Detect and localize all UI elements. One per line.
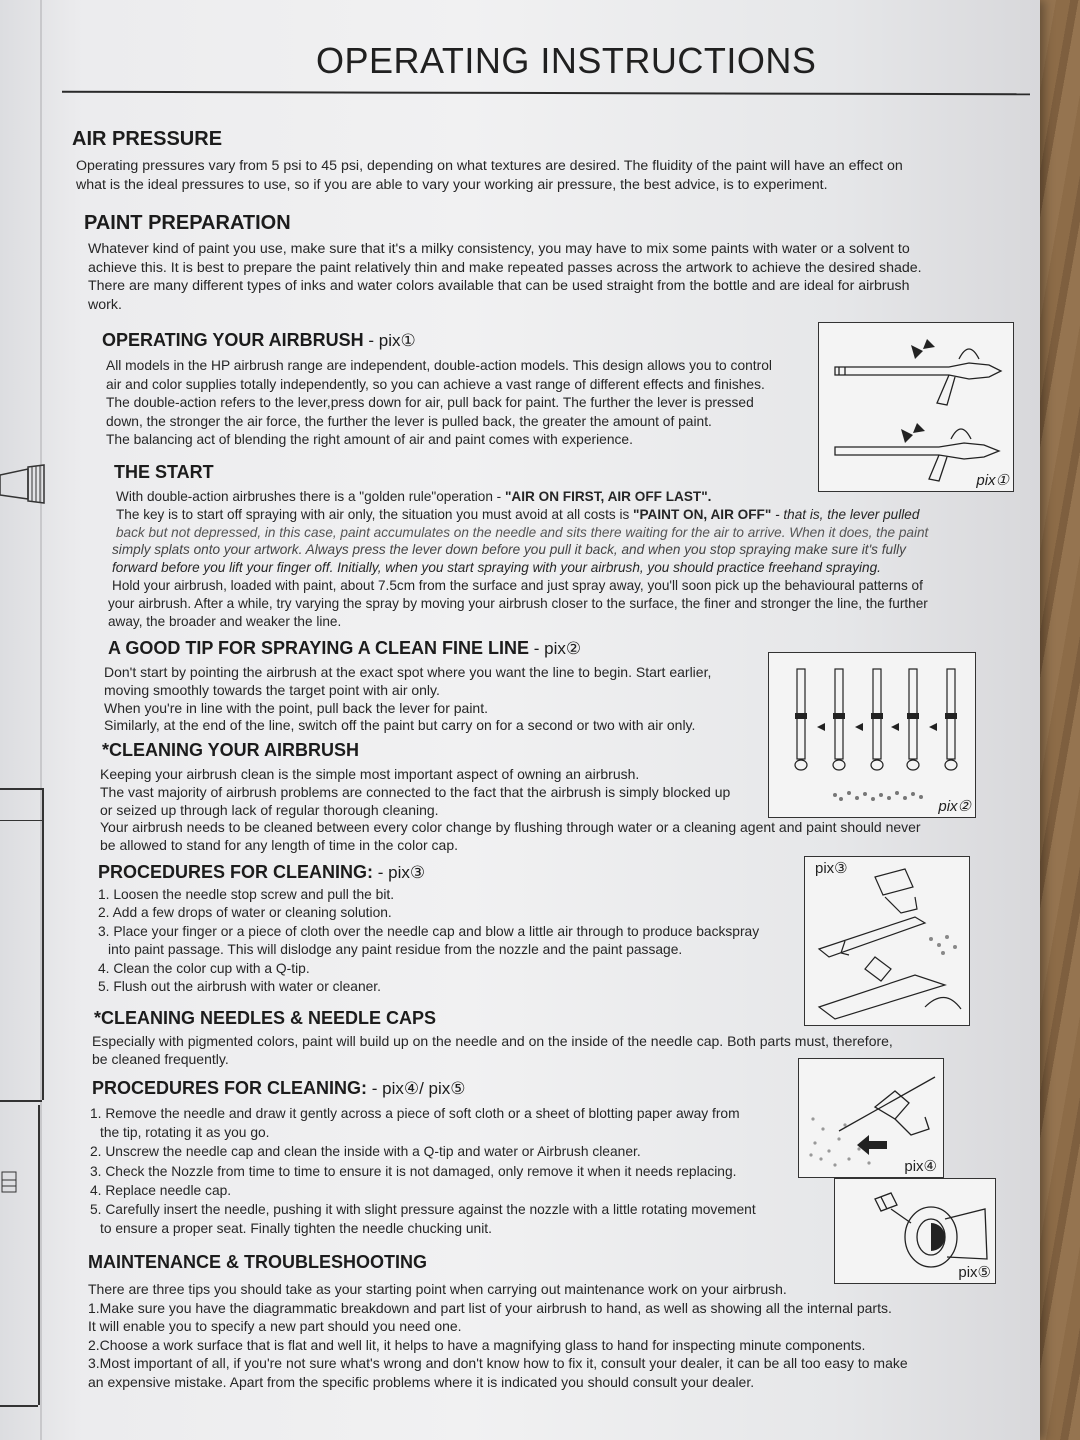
good-tip-heading — [108, 638, 581, 659]
text-line: back but not depressed, in this case, paint accumulates on the needle and sits there waiting for the air to arrive. When it does, the paint — [116, 524, 929, 540]
text-line: achieve this. It is best to prepare the paint relatively thin and make repeated passes across the artwork to achieve the desired shade. — [88, 259, 922, 276]
good-tip-heading-ref: - pix② — [529, 639, 582, 658]
procedures-needles-heading-text: PROCEDURES FOR CLEANING: — [92, 1078, 368, 1098]
procedures-needles-heading-ref: - pix④/ pix⑤ — [367, 1079, 466, 1098]
text-line: 3.Most important of all, if you're not sure what's wrong and don't know how to fix it, consult your dealer, it can be all too easy to make — [88, 1355, 908, 1372]
list-item: 2. Unscrew the needle cap and clean the inside with a Q-tip and water or Airbrush cleaner. — [90, 1144, 641, 1160]
text-line: 2.Choose a work surface that is flat and well lit, it helps to have a magnifying glass to hand for inspecting minute components. — [88, 1336, 866, 1353]
figure-pix1-label: pix① — [976, 472, 1009, 489]
operating-heading — [102, 330, 416, 351]
air-pressure-text — [76, 157, 903, 194]
paper-fold-line — [40, 0, 42, 1440]
text-line: The key is to start off spraying with air only, the situation you must avoid at all costs is — [116, 506, 634, 522]
text-line: Especially with pigmented colors, paint will build up on the needle and on the inside of the needle cap. Both parts must, therefore, — [92, 1033, 893, 1049]
list-item: 3. Place your finger or a piece of cloth over the needle cap and blow a little air through to produce backspray — [98, 923, 760, 939]
text-line: - that is, the lever pulled — [771, 506, 920, 522]
text-line: 1.Make sure you have the diagrammatic breakdown and part list of your airbrush to hand, as well as showing all the internal parts. — [88, 1299, 892, 1316]
text-line: your airbrush. After a while, try varying the spray by moving your airbrush closer to the surface, the finer and stronger the line, the further — [108, 595, 928, 611]
list-item: 3. Check the Nozzle from time to time to ensure it is not damaged, only remove it when it needs replacing. — [90, 1163, 737, 1179]
good-tip-heading-text: A GOOD TIP FOR SPRAYING A CLEAN FINE LINE — [108, 638, 530, 658]
list-item: 5. Carefully insert the needle, pushing it with slight pressure against the nozzle with a little rotating movement — [90, 1202, 756, 1218]
the-start-text — [108, 488, 929, 630]
good-tip-text — [104, 664, 711, 735]
title-rule — [62, 91, 1030, 96]
cleaning-heading: *CLEANING YOUR AIRBRUSH — [102, 740, 360, 760]
text-line: Similarly, at the end of the line, switch off the paint but carry on for a second or two with air only. — [104, 717, 696, 734]
partial-table-line — [0, 788, 42, 790]
cleaning-text — [100, 766, 921, 855]
text-line: be cleaned frequently. — [92, 1051, 229, 1068]
figure-pix3 — [804, 856, 970, 1026]
text-line: It will enable you to specify a new part should you need one. — [88, 1318, 462, 1335]
procedures-cleaning-heading-text: PROCEDURES FOR CLEANING: — [98, 862, 374, 882]
operating-heading-ref: - pix① — [363, 331, 416, 350]
text-line: Operating pressures vary from 5 psi to 45 psi, depending on what textures are desired. The fluidity of the paint will have an effect on — [76, 158, 903, 174]
operating-heading-text: OPERATING YOUR AIRBRUSH — [102, 330, 364, 350]
figure-pix1 — [818, 322, 1014, 492]
text-line: what is the ideal pressures to use, so if you are able to vary your working air pressure, the best advice, is to experiment. — [76, 176, 828, 193]
text-line: moving smoothly towards the target point with air only. — [104, 681, 440, 698]
procedures-cleaning-heading — [98, 862, 425, 883]
partial-table-line — [42, 788, 44, 1100]
text-line: simply splats onto your artwork. Always press the lever down before you pull it back, and when you stop spraying make sure it's fully — [112, 542, 906, 558]
text-line: be allowed to stand for any length of time in the color cap. — [100, 837, 458, 854]
list-item: 1. Loosen the needle stop screw and pull the bit. — [98, 887, 395, 902]
partial-part-icon — [0, 1168, 22, 1198]
text-line: forward before you lift your finger off. Initially, when you start spraying with your airbrush, you should practice freehand spraying. — [112, 560, 881, 576]
procedures-needles-list — [90, 1104, 756, 1238]
procedures-cleaning-heading-ref: - pix③ — [373, 863, 426, 882]
text-line: away, the broader and weaker the line. — [108, 613, 342, 629]
cleaning-needles-text — [92, 1032, 893, 1069]
text-line: work. — [88, 296, 122, 313]
airbrush-lever-diagram — [819, 323, 1013, 491]
list-item: 1. Remove the needle and draw it gently across a piece of soft cloth or a sheet of blotting paper away from — [90, 1106, 740, 1121]
figure-pix5 — [834, 1178, 996, 1284]
text-line: Whatever kind of paint you use, make sure that it's a milky consistency, you may have to mix some paints with water or a solvent to — [88, 241, 910, 257]
text-line: With double-action airbrushes there is a "golden rule"operation - — [116, 489, 505, 504]
figure-pix5-label: pix⑤ — [958, 1264, 991, 1281]
list-item: to ensure a proper seat. Finally tighten the needle chucking unit. — [100, 1221, 492, 1237]
figure-pix2-label: pix② — [938, 798, 971, 815]
figure-pix4-label: pix④ — [904, 1158, 937, 1175]
backspray-cleaning-diagram — [805, 857, 969, 1025]
text-line: Hold your airbrush, loaded with paint, about 7.5cm from the surface and just spray away, you'll soon pick up the behavioural patterns of — [112, 577, 923, 593]
text-line: There are three tips you should take as your starting point when carrying out maintenance work on your airbrush. — [88, 1281, 787, 1297]
text-line: or seized up through lack of regular thorough cleaning. — [100, 801, 439, 818]
text-line: There are many different types of inks and water colors available that can be used straight from the bottle and are ideal for airbrush — [88, 278, 910, 294]
text-line: All models in the HP airbrush range are independent, double-action models. This design allows you to control — [106, 358, 772, 373]
golden-rule-text: "AIR ON FIRST, AIR OFF LAST". — [504, 489, 712, 504]
partial-table-line — [0, 1405, 38, 1407]
cleaning-needles-heading: *CLEANING NEEDLES & NEEDLE CAPS — [94, 1008, 437, 1028]
partial-table-line — [0, 820, 42, 821]
partial-table-line — [0, 1100, 42, 1102]
text-line: Keeping your airbrush clean is the simple most important aspect of owning an airbrush. — [100, 766, 640, 782]
page-title: OPERATING INSTRUCTIONS — [316, 40, 817, 81]
list-item: 4. Replace needle cap. — [90, 1182, 232, 1198]
list-item: the tip, rotating it as you go. — [100, 1125, 270, 1141]
operating-text — [106, 357, 772, 450]
partial-table-line — [38, 1105, 40, 1405]
paint-preparation-text — [88, 240, 922, 314]
text-line: air and color supplies totally independently, so you can achieve a vast range of different effects and finishes. — [106, 376, 765, 392]
figure-pix4 — [798, 1058, 944, 1178]
list-item: 5. Flush out the airbrush with water or cleaner. — [98, 979, 381, 995]
list-item: 2. Add a few drops of water or cleaning solution. — [98, 905, 392, 921]
procedures-cleaning-list — [98, 886, 759, 996]
air-pressure-heading: AIR PRESSURE — [72, 128, 223, 150]
paint-preparation-heading: PAINT PREPARATION — [84, 212, 291, 234]
list-item: 4. Clean the color cup with a Q-tip. — [98, 960, 310, 976]
text-line: down, the stronger the air force, the further the lever is pulled back, the greater the amount of paint. — [106, 413, 712, 429]
maintenance-text — [88, 1280, 908, 1392]
text-line: The vast majority of airbrush problems are connected to the fact that the airbrush is simply blocked up — [100, 783, 731, 800]
partial-airbrush-icon — [0, 455, 50, 515]
paint-on-air-off-text: "PAINT ON, AIR OFF" — [633, 506, 772, 522]
text-line: When you're in line with the point, pull back the lever for paint. — [104, 699, 488, 716]
text-line: Don't start by pointing the airbrush at the exact spot where you want the line to begin. Start earlier, — [104, 664, 712, 680]
procedures-needles-heading — [92, 1078, 466, 1099]
text-line: The balancing act of blending the right amount of air and paint comes with experience. — [106, 432, 633, 447]
text-line: an expensive mistake. Apart from the specific problems where it is indicated you should consult your dealer. — [88, 1373, 755, 1390]
maintenance-heading: MAINTENANCE & TROUBLESHOOTING — [88, 1252, 427, 1272]
list-item: into paint passage. This will dislodge any paint residue from the nozzle and the paint passage. — [108, 942, 683, 958]
text-line: The double-action refers to the lever,press down for air, pull back for paint. The further the lever is pressed — [106, 395, 754, 410]
the-start-heading: THE START — [114, 462, 214, 482]
text-line: Your airbrush needs to be cleaned between every color change by flushing through water or a cleaning agent and paint should never — [100, 819, 921, 836]
figure-pix3-label: pix③ — [815, 860, 848, 877]
